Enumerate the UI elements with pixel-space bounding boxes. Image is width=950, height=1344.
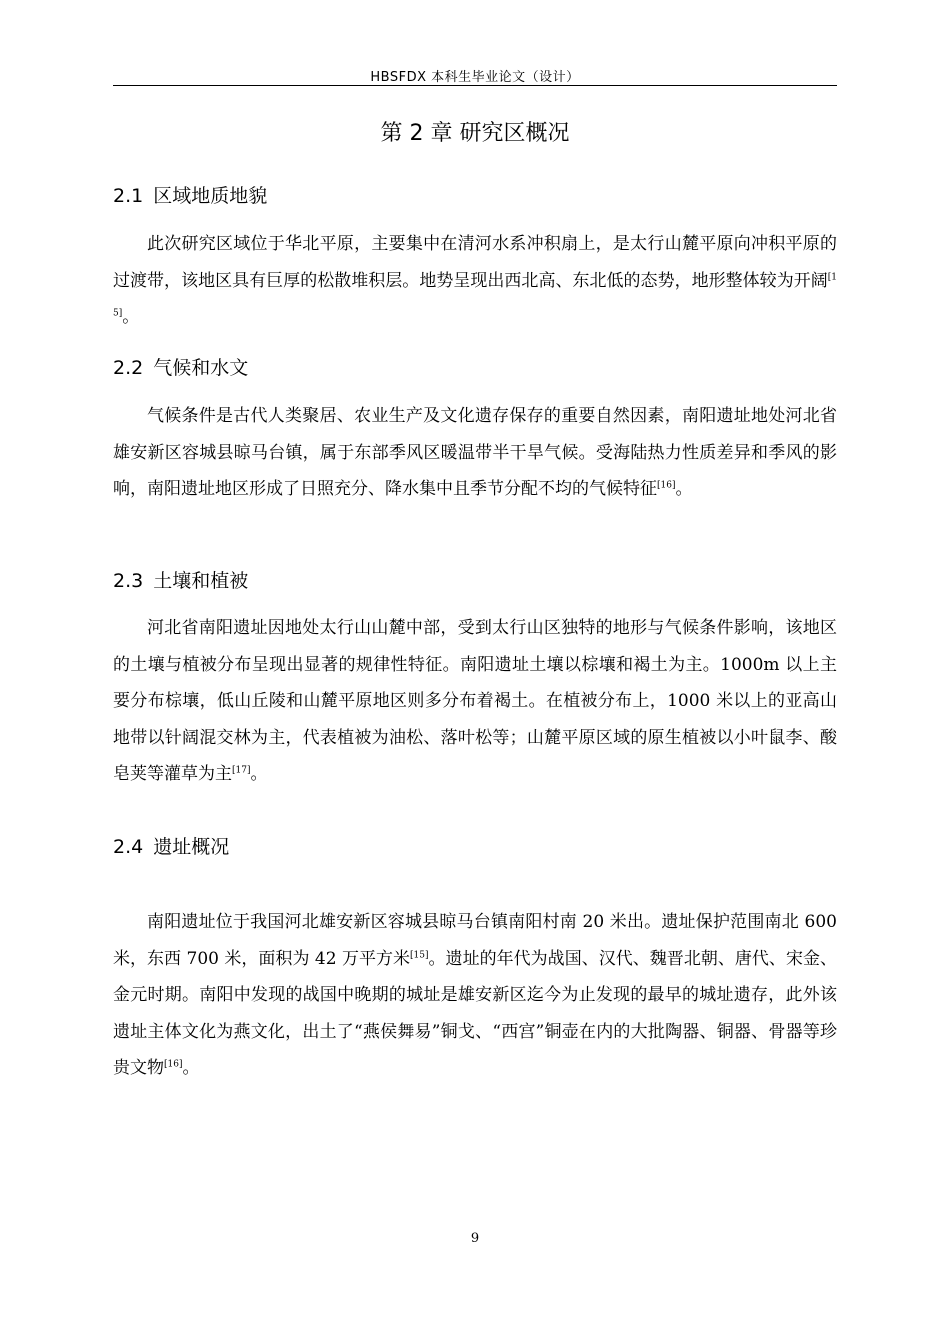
- section-number: 2.4: [113, 836, 144, 858]
- section-number: 2.1: [113, 185, 144, 207]
- paragraph-2-3: [113, 610, 837, 793]
- section-heading-2-4: [113, 832, 229, 859]
- section-title: 遗址概况: [153, 836, 230, 858]
- header-rule: [113, 85, 837, 86]
- paragraph-2-2: [113, 398, 837, 508]
- section-number: 2.2: [113, 357, 144, 379]
- section-heading-2-3: [113, 566, 248, 593]
- paragraph-tail: 。: [250, 764, 268, 784]
- citation: [15]: [410, 949, 429, 960]
- citation: [15]: [113, 271, 837, 319]
- paragraph-text: 。遗址的年代为战国、汉代、魏晋北朝、唐代、宋金、金元时期。南阳中发现的战国中晚期的城址是雄安新区迄今为止发现的最早的城址遗存，此外该遗址主体文化为燕文化，出土了“燕侯舞易”铜戈、“西宫”铜壶在内的大批陶器、铜器、骨器等珍贵文物: [113, 948, 837, 1078]
- section-title: 区域地质地貌: [153, 185, 268, 207]
- paragraph-tail: 。: [122, 307, 140, 327]
- paragraph-text: 河北省南阳遗址因地处太行山山麓中部，受到太行山区独特的地形与气候条件影响，该地区的土壤与植被分布呈现出显著的规律性特征。南阳遗址土壤以棕壤和褐土为主。1000m 以上主要分布棕壤，低山丘陵和山麓平原地区则多分布着褐土。在植被分布上，1000 米以上的亚高山地带以针阔混交林为主，代表植被为油松、落叶松等；山麓平原区域的原生植被以小叶鼠李、酸皂荚等灌草为主: [113, 618, 837, 784]
- paragraph-tail: 。: [182, 1058, 200, 1078]
- paragraph-2-4: [113, 904, 837, 1087]
- running-header: HBSFDX 本科生毕业论文（设计）: [370, 70, 580, 85]
- chapter-title: 第 2 章 研究区概况: [380, 121, 570, 146]
- citation: [17]: [232, 765, 251, 776]
- section-title: 土壤和植被: [153, 570, 249, 592]
- section-title: 气候和水文: [153, 357, 249, 379]
- paragraph-text: 气候条件是古代人类聚居、农业生产及文化遗存保存的重要自然因素，南阳遗址地处河北省雄安新区容城县晾马台镇，属于东部季风区暖温带半干旱气候。受海陆热力性质差异和季风的影响，南阳遗址地区形成了日照充分、降水集中且季节分配不均的气候特征: [113, 406, 837, 499]
- paragraph-tail: 。: [675, 479, 693, 499]
- paragraph-text: 此次研究区域位于华北平原，主要集中在清河水系冲积扇上，是太行山麓平原向冲积平原的过渡带，该地区具有巨厚的松散堆积层。地势呈现出西北高、东北低的态势，地形整体较为开阔: [113, 234, 837, 291]
- section-heading-2-1: [113, 181, 267, 208]
- page-number: 9: [470, 1231, 480, 1246]
- citation: [16]: [164, 1059, 183, 1070]
- paragraph-text: 南阳遗址位于我国河北雄安新区容城县晾马台镇南阳村南 20 米出。遗址保护范围南北 600 米，东西 700 米，面积为 42 万平方米: [113, 912, 837, 969]
- section-number: 2.3: [113, 570, 144, 592]
- paragraph-2-1: [113, 226, 837, 336]
- section-heading-2-2: [113, 353, 248, 380]
- citation: [16]: [657, 480, 676, 491]
